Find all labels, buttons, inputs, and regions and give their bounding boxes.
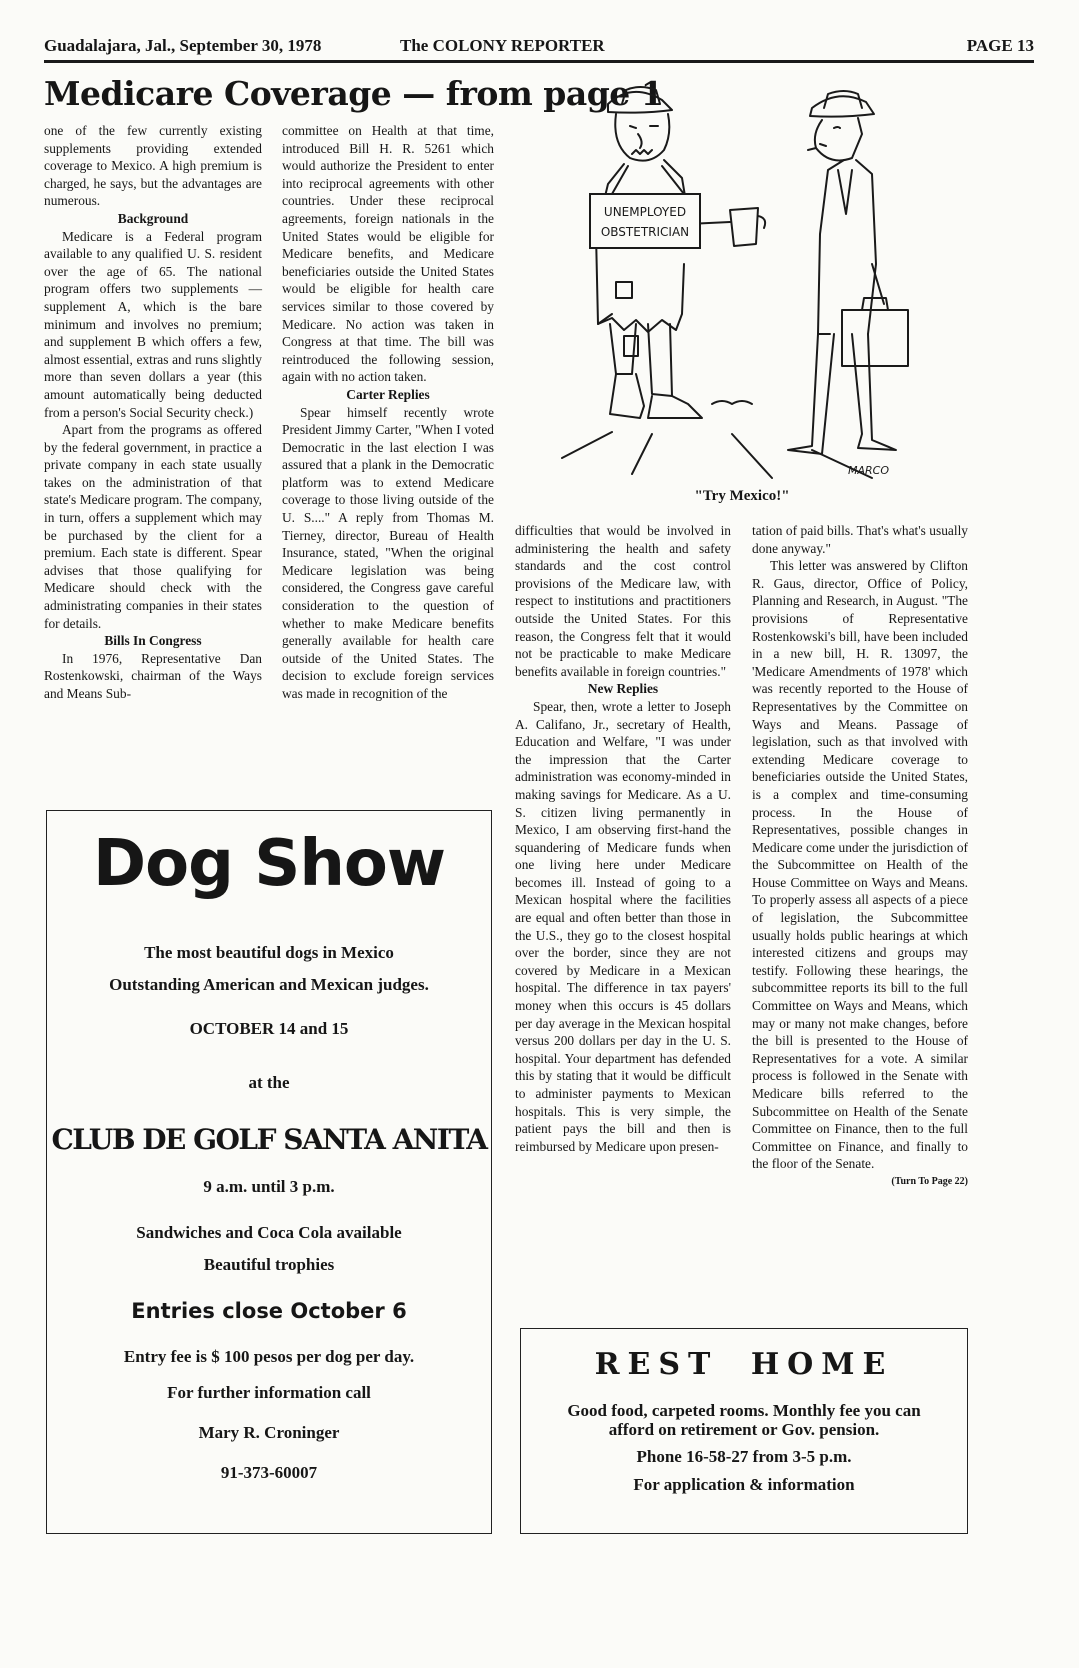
cartoon-caption: "Try Mexico!": [694, 488, 790, 504]
dog-show-dates: OCTOBER 14 and 15: [189, 1019, 349, 1038]
dog-show-line2: Outstanding American and Mexican judges.: [109, 975, 429, 994]
cartoon-sign-line2: OBSTETRICIAN: [600, 225, 690, 239]
paragraph: difficulties that would be involved in administering the health and safety standards and the cost control provisions of the Medicare law, with respect to institutions and practitioners outside the United States. For this reason, the Congress felt that it would not be practicable to make Medicare benefits available in foreign countries.": [515, 523, 731, 679]
cartoon-signature: MARCO: [848, 464, 889, 477]
paragraph: committee on Health at that time, introduced Bill H. R. 5261 which would authorize the President to enter into reciprocal agreements with other countries. Under these reciprocal agreements, foreign nationals in the United States would be eligible for Medicare benefits, and Medicare beneficiaries outside the United States would be eligible for health care services similar to those covered by Medicare. No action was taken in Congress at that time. The bill was reintroduced the following session, again with no action taken.: [282, 123, 494, 385]
paragraph: This letter was answered by Clifton R. Gaus, director, Office of Policy, Planning and Research, in August. "The provisions of Representative Rostenkowski's bill, have been included in a new bill, H. R. 13097, the 'Medicare Amendments of 1978' which was recently reported to the House of Representatives by the Committee on Ways and Means. Passage of legislation, such as that involved with extending Medicare coverage to beneficiaries outside the United States, is a complex and time-consuming process. In the House of Representatives, possible changes in Medicare come under the jurisdiction of the Subcommittee on Health of the House Committee on Ways and Means. To properly assess all aspects of a piece of legislation, the Subcommittee usually holds public hearings at which interested citizens and groups may testify. Following these hearings, the subcommittee reports its bill to the full Committee on Ways and Means, which may or many not make changes, before the bill is presented to the House of Representatives for a vote. A similar process is followed in the Senate with Medicare bills referred to the Subcommittee on Health of the Senate Committee on Finance, then to the full Committee on Finance, and finally to the floor of the Senate.: [752, 558, 968, 1172]
rest-home-phone: Phone 16-58-27 from 3-5 p.m.: [636, 1447, 852, 1466]
subheading: New Replies: [587, 681, 659, 697]
paragraph: Spear himself recently wrote President Jimmy Carter, "When I voted Democratic in the last election I was assured that a plank in the Democratic platform was to extend Medicare coverage to those living outside of the U. S...." A reply from Thomas M. Tierney, director, Bureau of Health Insurance, stated, "When the original Medicare legislation was being considered, the Congress gave careful consideration to the question of whether to make Medicare benefits generally available for health care outside of the United States. The decision to exclude foreign services was made in recognition of the: [282, 404, 494, 701]
dog-show-hours: 9 a.m. until 3 p.m.: [203, 1177, 335, 1196]
dog-show-venue: CLUB DE GOLF SANTA ANITA: [51, 1123, 487, 1156]
masthead: [44, 34, 1034, 63]
article-headline: Medicare Coverage — from page 1: [44, 74, 664, 113]
article-column-4: [752, 522, 968, 1191]
paragraph: Spear, then, wrote a letter to Joseph A. Califano, Jr., secretary of Health, Education and Welfare, "I was under the impression that the Carter administration was economy-minded in making savings for Medicare. As a U. S. citizen living permanently in Mexico, I am observing first-hand the squandering of Medicare funds when one living here under Medicare becomes ill. Instead of going to a Mexican hospital where the facilities are equal and often better than those in the U.S., they go to the closest hospital over the border, since they are not covered by Medicare in a Mexican hospital. The difference in tax payers' money when this occurs is 45 dollars per day average in the Mexican hospital versus 200 dollars per day in the U. S. hospital. Your department has defended this by stating that it would be difficult to administer payments to Mexican hospitals. This is very simple, the patient pays the bill and then is reimbursed by Medicare upon presen-: [515, 698, 731, 1154]
paragraph: In 1976, Representative Dan Rostenkowski, chairman of the Ways and Means Sub-: [44, 650, 262, 701]
masthead-place-date: Guadalajara, Jal., September 30, 1978: [44, 36, 322, 55]
dog-show-entries: Entries close October 6: [131, 1299, 407, 1323]
cartoon-sign-line1: UNEMPLOYED: [603, 205, 687, 219]
rest-home-line1: Good food, carpeted rooms. Monthly fee you can afford on retirement or Gov. pension.: [567, 1401, 921, 1439]
rest-home-title: REST HOME: [594, 1347, 894, 1382]
rest-home-info: For application & information: [633, 1475, 855, 1494]
article-column-2: [282, 122, 494, 703]
dog-show-info: For further information call: [167, 1383, 371, 1402]
article-column-3: [515, 522, 731, 1155]
dog-show-title: Dog Show: [93, 827, 445, 901]
continued-note: (Turn To Page 22): [891, 1175, 968, 1187]
cartoon: [512, 74, 972, 514]
cartoon-drawing: [512, 74, 972, 484]
article-column-1: [44, 122, 262, 703]
dog-show-fee: Entry fee is $ 100 pesos per dog per day.: [123, 1347, 415, 1366]
dog-show-ad: [46, 810, 492, 1534]
dog-show-at: at the: [248, 1073, 290, 1092]
paragraph: one of the few currently existing supplements providing extended coverage to Mexico. A high premium is charged, he says, but the advantages are numerous.: [44, 123, 262, 209]
paragraph: tation of paid bills. That's what's usually done anyway.": [752, 523, 968, 556]
masthead-paper-name: The COLONY REPORTER: [400, 36, 605, 55]
paragraph: Apart from the programs as offered by the federal government, in practice a private company in each state usually takes on the administration of that state's Medicare program. The company, in turn, offers a supplement which may be purchased by the client for a premium. Each state is different. Spear advises that those qualifying for Medicare should check with the administrating companies in their states for details.: [44, 422, 262, 631]
dog-show-line1: The most beautiful dogs in Mexico: [144, 943, 394, 962]
subheading: Background: [117, 210, 189, 226]
paragraph: Medicare is a Federal program available to any qualified U. S. resident over the age of 65. The national program offers two supplements —supplement A, which is the bare minimum and involves no premium; and supplement B which offers a few, almost essential, extras and runs slightly more than seven dollars a year (this amount automatically being deducted from a person's Social Security check.): [44, 228, 262, 420]
masthead-page-number: PAGE 13: [966, 36, 1034, 55]
subheading: Bills In Congress: [104, 633, 202, 649]
dog-show-food: Sandwiches and Coca Cola available: [136, 1223, 402, 1242]
dog-show-trophies: Beautiful trophies: [203, 1255, 335, 1274]
dog-show-contact: Mary R. Croninger: [198, 1423, 340, 1442]
cartoon-sign: [590, 194, 700, 248]
subheading: Carter Replies: [346, 386, 430, 402]
rest-home-ad: [520, 1328, 968, 1534]
dog-show-phone: 91-373-60007: [220, 1463, 318, 1482]
